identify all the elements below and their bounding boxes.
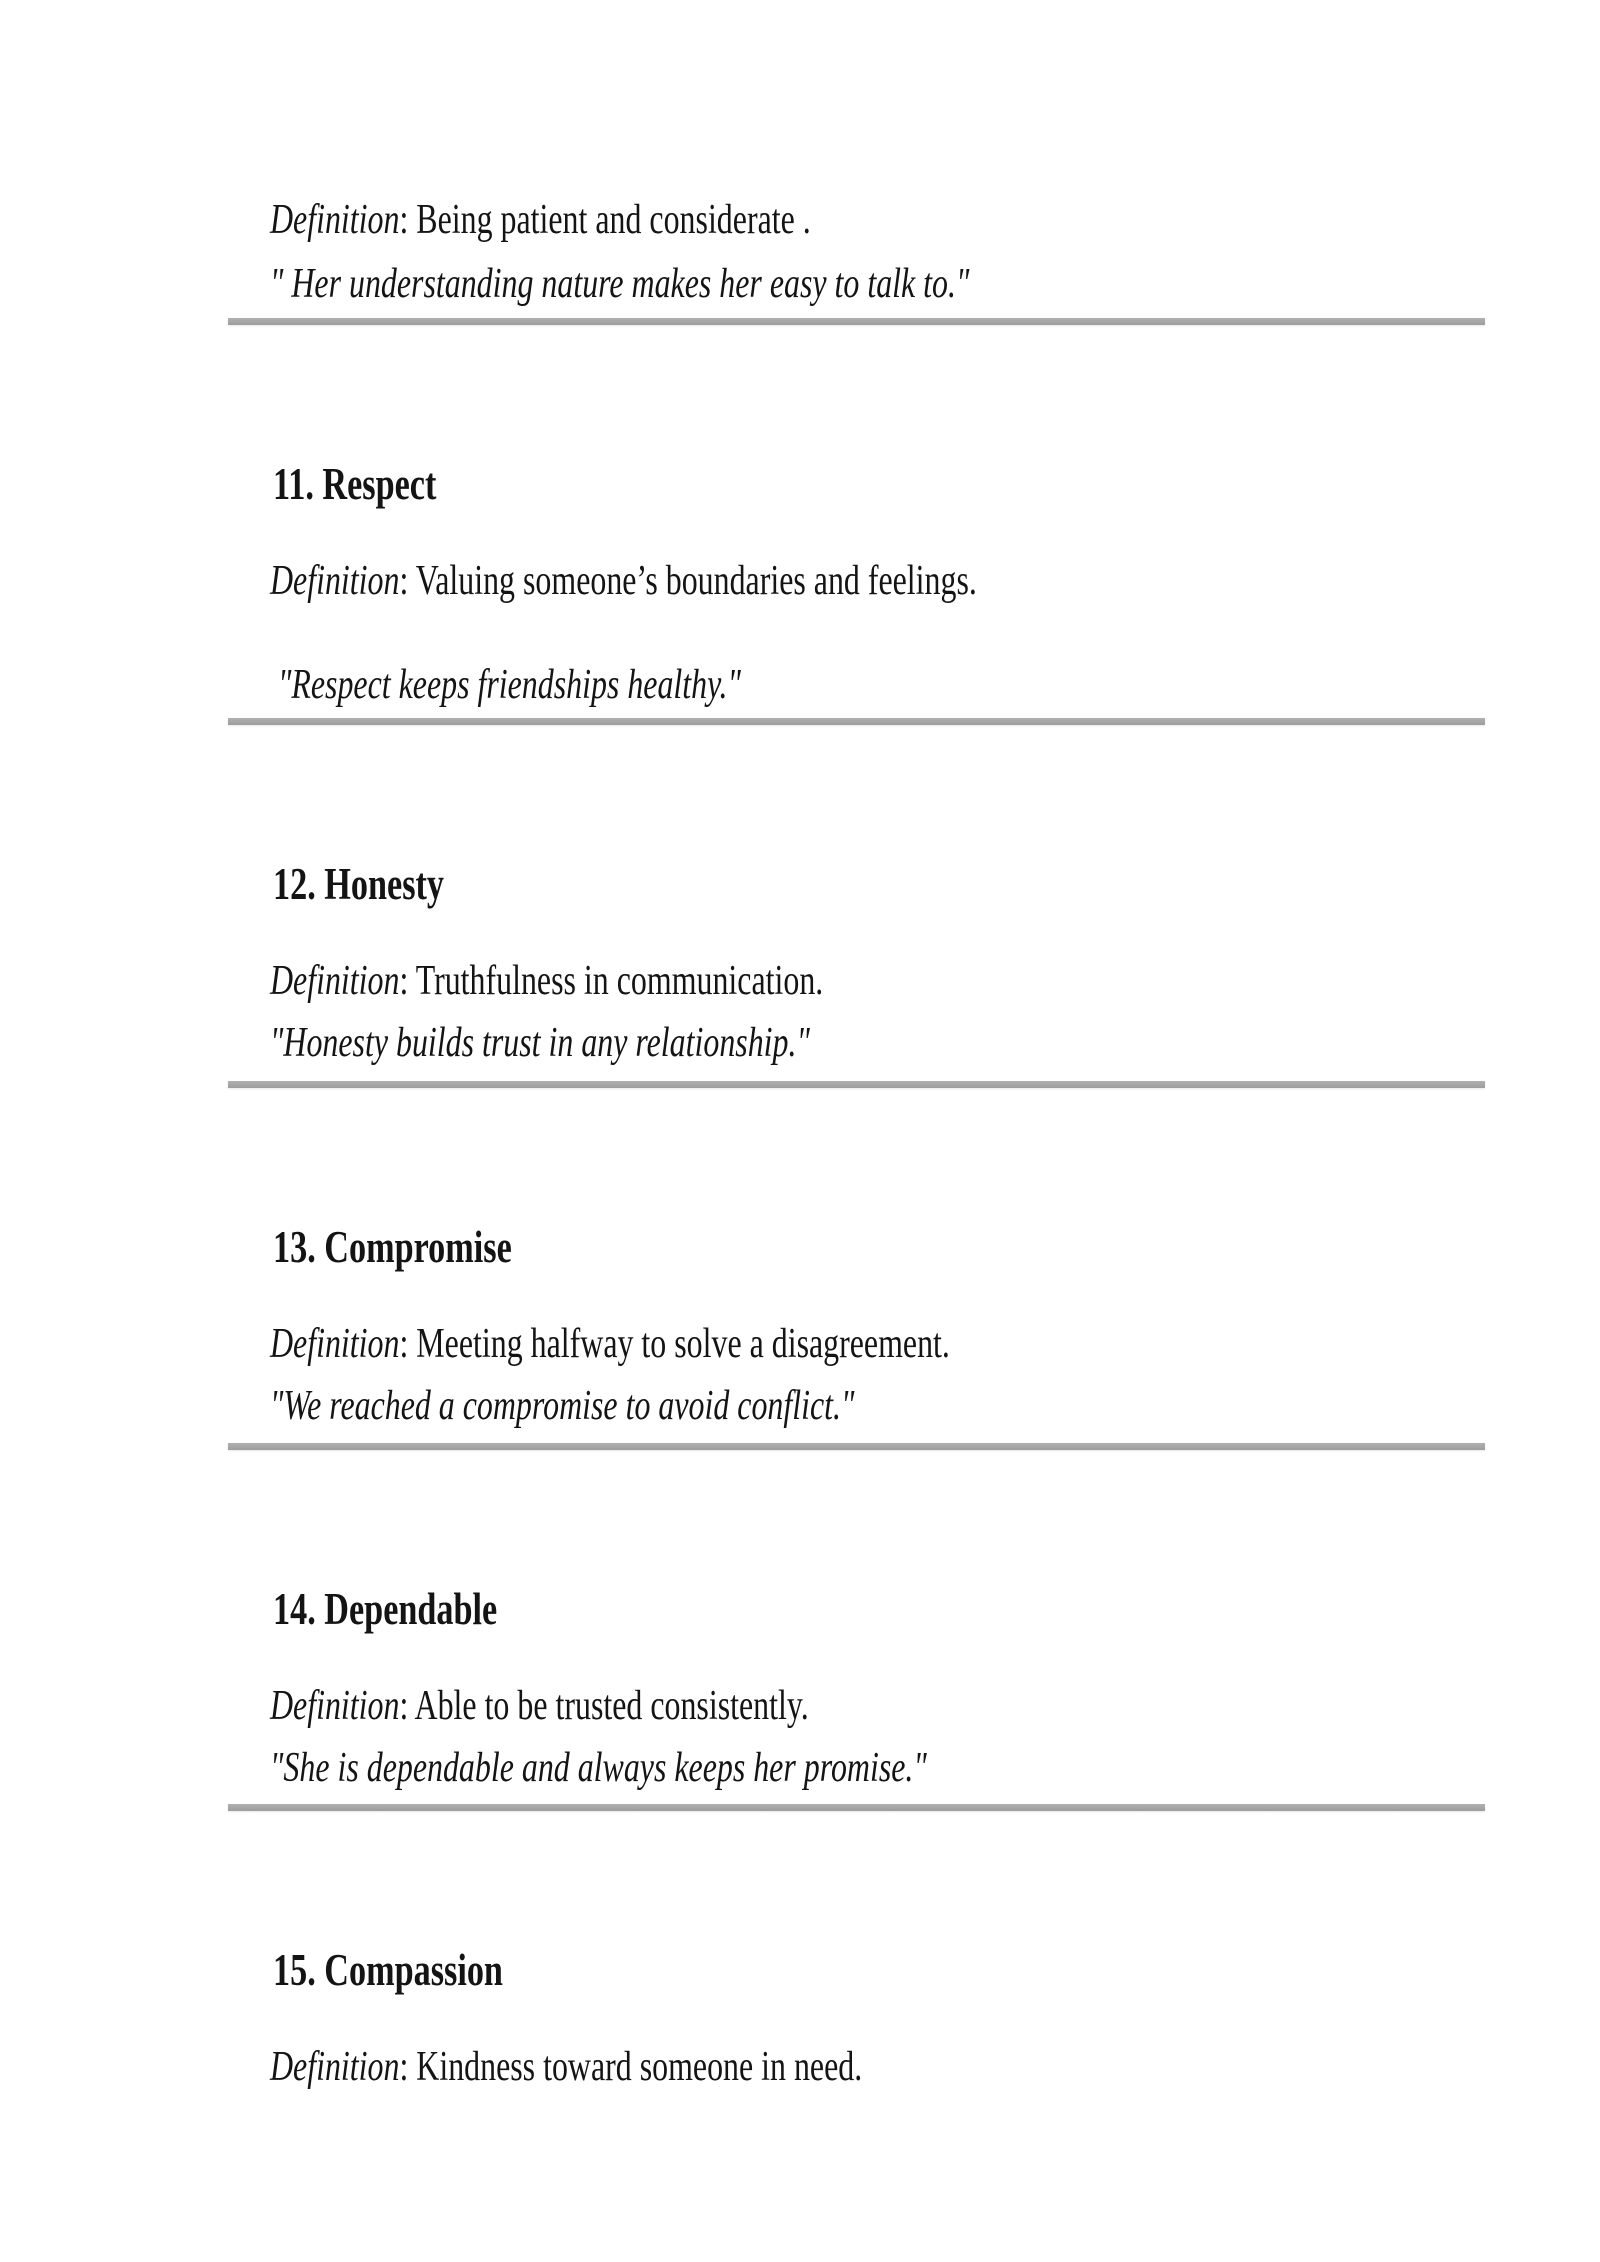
definition-text: : Valuing someone’s boundaries and feelings. [399, 558, 977, 605]
section-divider [228, 318, 1485, 325]
example-quote: "Honesty builds trust in any relationship." [270, 1020, 810, 1067]
definition-label: Definition [270, 1321, 400, 1368]
definition-text: : Meeting halfway to solve a disagreement. [399, 1321, 950, 1368]
definition-text: : Kindness toward someone in need. [399, 2044, 863, 2091]
definition-text: : Being patient and considerate . [399, 197, 811, 244]
section-heading: 14. Dependable [273, 1583, 498, 1634]
section-heading: 13. Compromise [273, 1221, 512, 1272]
definition-label: Definition [270, 1683, 400, 1730]
example-quote: "Respect keeps friendships healthy." [270, 662, 741, 709]
definition-line [228, 1995, 1049, 2140]
definition-text: : Truthfulness in communication. [399, 958, 824, 1005]
definition-text: : Able to be trusted consistently. [399, 1683, 809, 1730]
example-quote: " Her understanding nature makes her easy to talk to." [270, 261, 970, 308]
definition-label: Definition [270, 958, 400, 1005]
definition-label: Definition [270, 197, 400, 244]
section-heading: 12. Honesty [273, 858, 444, 909]
definition-label: Definition [270, 2044, 400, 2091]
example-quote: "We reached a compromise to avoid conflict." [270, 1383, 855, 1430]
section-heading: 11. Respect [273, 458, 437, 509]
example-quote: "She is dependable and always keeps her promise." [270, 1745, 927, 1792]
section-divider [228, 1443, 1485, 1450]
section-heading: 15. Compassion [273, 1944, 503, 1995]
section-divider [228, 718, 1485, 725]
definition-label: Definition [270, 558, 400, 605]
section-divider [228, 1081, 1485, 1088]
section-divider [228, 1804, 1485, 1811]
